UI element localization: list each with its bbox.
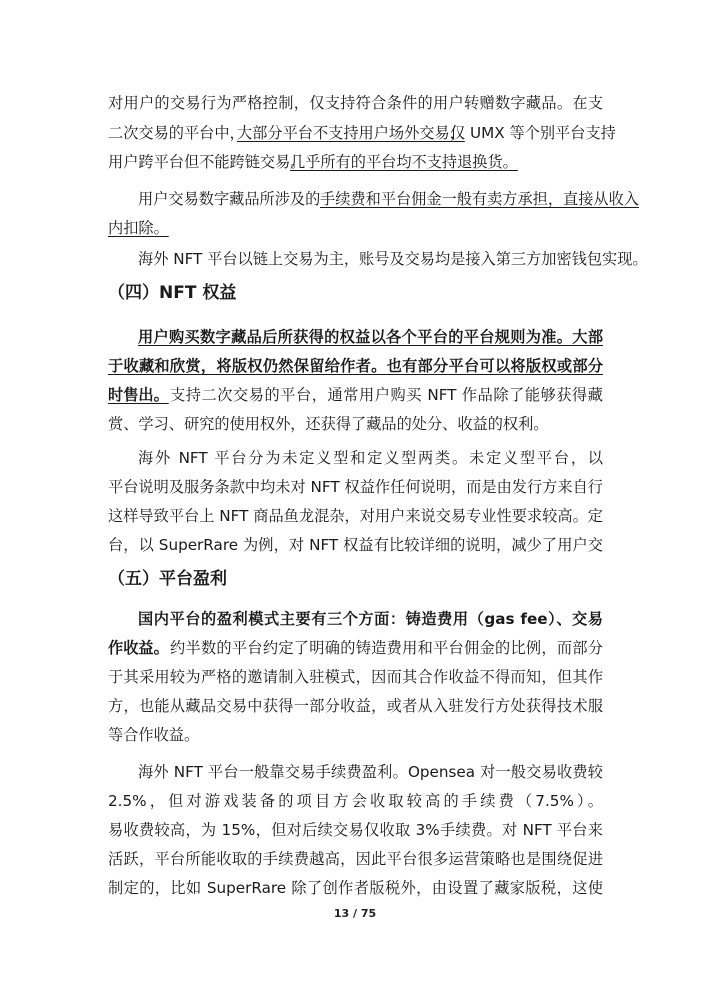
paragraph-text: 用户跨平台但不能跨链交易。: [108, 153, 306, 171]
section-heading: （四）NFT 权益: [108, 283, 237, 303]
paragraph-text: 方，也能从藏品交易中获得一部分收益，或者从入驻发行方处获得技术服: [108, 697, 603, 715]
paragraph-text: 支持二次交易的平台，通常用户购买 NFT 作品除了能够获得藏: [170, 386, 603, 404]
bold-underlined-text: 于收藏和欣赏，将版权仍然保留给作者。也有部分平台可以将版权或部分: [108, 357, 603, 375]
paragraph-text: 海外 NFT 平台一般靠交易手续费盈利。Opensea 对一般交易收费较: [138, 763, 603, 781]
paragraph-text: 2.5%，但对游戏装备的项目方会收取较高的手续费（7.5%）。: [108, 792, 603, 810]
paragraph-text: 台，以 SuperRare 为例，对 NFT 权益有比较详细的说明，减少了用户交: [108, 536, 603, 554]
paragraph-text: 仅 UMX 等个别平台支持: [450, 124, 616, 142]
paragraph-text: 平台说明及服务条款中均未对 NFT 权益作任何说明，而是由发行方来自行: [108, 478, 603, 496]
text-line: [0, 351, 710, 381]
text-line: [0, 472, 710, 502]
section-heading: （五）平台盈利: [108, 569, 227, 589]
text-line: [0, 380, 710, 410]
paragraph-text: 等合作收益。: [108, 726, 200, 744]
bold-underlined-text: 用户购买数字藏品后所获得的权益以各个平台的平台规则为准。大部: [138, 328, 603, 346]
paragraph-text: 于其采用较为严格的邀请制入驻模式，因而其合作收益不得而知，但其作: [108, 668, 603, 686]
text-line: [0, 184, 710, 214]
paragraph-text: 用户交易数字藏品所涉及的: [138, 190, 321, 208]
text-line: [0, 604, 710, 634]
text-line: [0, 118, 710, 148]
text-line: [0, 633, 710, 663]
underlined-text: 大部分平台不支持用户场外交易，: [237, 124, 465, 142]
text-line: [0, 530, 710, 560]
text-line: [0, 691, 710, 721]
text-line: [0, 409, 710, 439]
text-line: [0, 501, 710, 531]
paragraph-text: 海外 NFT 平台分为未定义型和定义型两类。未定义型平台，以: [138, 449, 603, 467]
text-line: [0, 322, 710, 352]
text-line: [0, 662, 710, 692]
paragraph-text: 约半数的平台约定了明确的铸造费用和平台佣金的比例，而部分: [170, 639, 603, 657]
paragraph-text: 这样导致平台上 NFT 商品鱼龙混杂，对用户来说交易专业性要求较高。定: [108, 507, 603, 525]
paragraph-text: 对用户的交易行为严格控制，仅支持符合条件的用户转赠数字藏品。在支: [108, 94, 603, 112]
text-line: [0, 873, 710, 903]
text-line: [0, 213, 710, 243]
paragraph-text: 二次交易的平台中，: [108, 124, 245, 142]
text-line: [0, 244, 710, 274]
bold-text: 国内平台的盈利模式主要有三个方面：铸造费用（gas fee）、交易: [138, 610, 603, 628]
text-line: [0, 720, 710, 750]
text-line: [0, 147, 710, 177]
bold-underlined-text: 时售出。: [108, 386, 169, 404]
paragraph-text: 海外 NFT 平台以链上交易为主，账号及交易均是接入第三方加密钱包实现。: [138, 250, 648, 268]
text-line: [0, 757, 710, 787]
paragraph-text: 赏、学习、研究的使用权外，还获得了藏品的处分、收益的权利。: [108, 415, 549, 433]
page-number: 13 / 75: [333, 907, 377, 920]
underlined-text: 几乎所有的平台均不支持退换货。: [290, 153, 518, 171]
underlined-text: 内扣除。: [108, 219, 169, 237]
text-line: [0, 443, 710, 473]
text-line: [0, 88, 710, 118]
text-line: [0, 815, 710, 845]
paragraph-text: 易收费较高，为 15%，但对后续交易仅收取 3%手续费。对 NFT 平台来: [108, 821, 603, 839]
paragraph-text: 制定的，比如 SuperRare 除了创作者版税外，由设置了藏家版税，这使: [108, 879, 603, 897]
paragraph-text: 活跃，平台所能收取的手续费越高，因此平台很多运营策略也是围绕促进: [108, 850, 603, 868]
bold-text: 作收益。: [108, 639, 169, 657]
text-line: [0, 844, 710, 874]
underlined-text: 手续费和平台佣金一般有卖方承担，直接从收入: [320, 190, 639, 208]
text-line: [0, 786, 710, 816]
